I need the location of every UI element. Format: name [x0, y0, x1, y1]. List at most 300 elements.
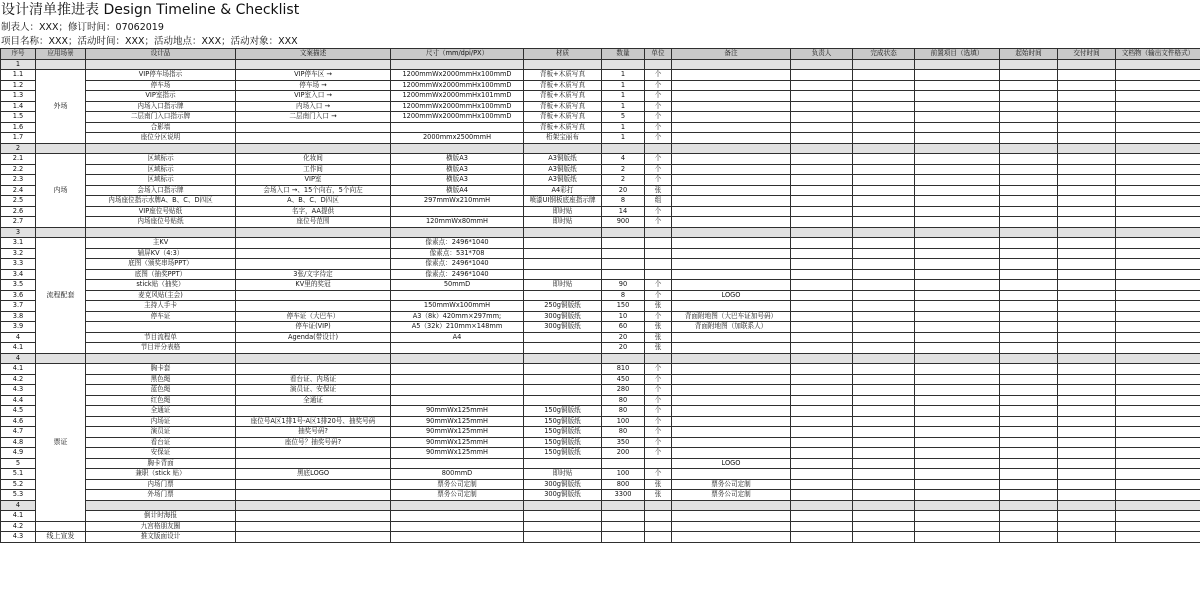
note-cell[interactable] [672, 301, 791, 312]
note-cell[interactable] [672, 70, 791, 81]
item-cell[interactable]: VIP座位号贴纸 [86, 206, 236, 217]
empty-cell[interactable] [1058, 479, 1116, 490]
scene-cell[interactable]: 票证 [36, 364, 86, 522]
note-cell[interactable] [672, 101, 791, 112]
empty-cell[interactable] [853, 59, 915, 70]
material-cell[interactable]: 150g铜版纸 [524, 416, 602, 427]
qty-cell[interactable]: 20 [602, 332, 645, 343]
empty-cell[interactable] [853, 185, 915, 196]
empty-cell[interactable] [1058, 133, 1116, 144]
empty-cell[interactable] [1116, 353, 1200, 364]
empty-cell[interactable] [1000, 448, 1058, 459]
qty-cell[interactable]: 1 [602, 70, 645, 81]
size-cell[interactable] [391, 395, 524, 406]
qty-cell[interactable] [602, 532, 645, 543]
empty-cell[interactable] [1000, 206, 1058, 217]
empty-cell[interactable] [1116, 122, 1200, 133]
qty-cell[interactable]: 4 [602, 154, 645, 165]
size-cell[interactable]: 1200mmWx2000mmHx100mmD [391, 70, 524, 81]
seq-cell[interactable]: 3.7 [1, 301, 36, 312]
qty-cell[interactable]: 350 [602, 437, 645, 448]
empty-cell[interactable] [915, 280, 1000, 291]
empty-cell[interactable] [791, 227, 853, 238]
empty-cell[interactable] [1116, 91, 1200, 102]
size-cell[interactable] [391, 532, 524, 543]
item-cell[interactable]: 内场门票 [86, 479, 236, 490]
copy-cell[interactable]: 停车场 → [236, 80, 391, 91]
empty-cell[interactable] [791, 427, 853, 438]
unit-cell[interactable]: 张 [645, 301, 672, 312]
scene-cell[interactable]: 内场 [36, 154, 86, 228]
item-cell[interactable]: 外场门票 [86, 490, 236, 501]
empty-cell[interactable] [791, 290, 853, 301]
qty-cell[interactable]: 2 [602, 175, 645, 186]
empty-cell[interactable] [853, 227, 915, 238]
material-cell[interactable]: 150g铜版纸 [524, 437, 602, 448]
empty-cell[interactable] [1058, 80, 1116, 91]
empty-cell[interactable] [1116, 458, 1200, 469]
empty-cell[interactable] [1058, 374, 1116, 385]
qty-cell[interactable]: 1 [602, 122, 645, 133]
size-cell[interactable] [391, 143, 524, 154]
empty-cell[interactable] [915, 143, 1000, 154]
size-cell[interactable]: 横版A3 [391, 175, 524, 186]
empty-cell[interactable] [791, 133, 853, 144]
item-cell[interactable]: 麦克风贴(主会) [86, 290, 236, 301]
seq-cell[interactable]: 1.7 [1, 133, 36, 144]
empty-cell[interactable] [791, 311, 853, 322]
empty-cell[interactable] [1116, 269, 1200, 280]
unit-cell[interactable]: 张 [645, 185, 672, 196]
qty-cell[interactable]: 450 [602, 374, 645, 385]
material-cell[interactable] [524, 521, 602, 532]
item-cell[interactable]: 内场座位指示水牌A、B、C、D四区 [86, 196, 236, 207]
empty-cell[interactable] [915, 112, 1000, 123]
empty-cell[interactable] [791, 469, 853, 480]
unit-cell[interactable]: 个 [645, 217, 672, 228]
material-cell[interactable] [524, 500, 602, 511]
empty-cell[interactable] [791, 70, 853, 81]
scene-cell[interactable] [36, 143, 86, 154]
copy-cell[interactable]: KV里的奖冠 [236, 280, 391, 291]
empty-cell[interactable] [1058, 217, 1116, 228]
seq-cell[interactable]: 4.2 [1, 374, 36, 385]
qty-cell[interactable] [602, 143, 645, 154]
item-cell[interactable]: 演员证 [86, 427, 236, 438]
note-cell[interactable] [672, 511, 791, 522]
empty-cell[interactable] [853, 122, 915, 133]
empty-cell[interactable] [1116, 416, 1200, 427]
empty-cell[interactable] [791, 385, 853, 396]
empty-cell[interactable] [1116, 332, 1200, 343]
size-cell[interactable]: 120mmWx80mmH [391, 217, 524, 228]
note-cell[interactable] [672, 227, 791, 238]
empty-cell[interactable] [791, 238, 853, 249]
empty-cell[interactable] [1116, 427, 1200, 438]
unit-cell[interactable] [645, 458, 672, 469]
empty-cell[interactable] [1000, 364, 1058, 375]
empty-cell[interactable] [915, 175, 1000, 186]
empty-cell[interactable] [853, 80, 915, 91]
empty-cell[interactable] [853, 521, 915, 532]
size-cell[interactable]: 横版A3 [391, 154, 524, 165]
empty-cell[interactable] [915, 70, 1000, 81]
item-cell[interactable]: 内场入口指示牌 [86, 101, 236, 112]
item-cell[interactable] [86, 322, 236, 333]
material-cell[interactable] [524, 227, 602, 238]
size-cell[interactable]: 像素点：2496*1040 [391, 269, 524, 280]
item-cell[interactable]: VIP停车场指示 [86, 70, 236, 81]
material-cell[interactable] [524, 290, 602, 301]
empty-cell[interactable] [1116, 448, 1200, 459]
seq-cell[interactable]: 5.2 [1, 479, 36, 490]
copy-cell[interactable]: 看台证、内场证 [236, 374, 391, 385]
unit-cell[interactable] [645, 500, 672, 511]
seq-cell[interactable]: 2.6 [1, 206, 36, 217]
empty-cell[interactable] [1116, 511, 1200, 522]
empty-cell[interactable] [1116, 301, 1200, 312]
empty-cell[interactable] [791, 448, 853, 459]
empty-cell[interactable] [1116, 196, 1200, 207]
copy-cell[interactable]: 停车证(VIP) [236, 322, 391, 333]
note-cell[interactable] [672, 448, 791, 459]
empty-cell[interactable] [1058, 437, 1116, 448]
item-cell[interactable]: 座位分区说明 [86, 133, 236, 144]
size-cell[interactable]: 像素点：2496*1040 [391, 238, 524, 249]
empty-cell[interactable] [915, 406, 1000, 417]
material-cell[interactable] [524, 248, 602, 259]
empty-cell[interactable] [853, 248, 915, 259]
qty-cell[interactable] [602, 248, 645, 259]
copy-cell[interactable] [236, 122, 391, 133]
item-cell[interactable]: 黑色绳 [86, 374, 236, 385]
empty-cell[interactable] [853, 70, 915, 81]
empty-cell[interactable] [1116, 343, 1200, 354]
note-cell[interactable] [672, 122, 791, 133]
qty-cell[interactable]: 810 [602, 364, 645, 375]
copy-cell[interactable]: 座位号范围 [236, 217, 391, 228]
size-cell[interactable]: 票务公司定制 [391, 479, 524, 490]
empty-cell[interactable] [1116, 322, 1200, 333]
empty-cell[interactable] [1116, 80, 1200, 91]
size-cell[interactable]: 90mmWx125mmH [391, 437, 524, 448]
copy-cell[interactable] [236, 353, 391, 364]
empty-cell[interactable] [1000, 269, 1058, 280]
material-cell[interactable] [524, 353, 602, 364]
seq-cell[interactable]: 4.1 [1, 364, 36, 375]
unit-cell[interactable]: 张 [645, 490, 672, 501]
empty-cell[interactable] [791, 458, 853, 469]
note-cell[interactable] [672, 59, 791, 70]
note-cell[interactable] [672, 175, 791, 186]
empty-cell[interactable] [1116, 59, 1200, 70]
copy-cell[interactable]: 化妆间 [236, 154, 391, 165]
empty-cell[interactable] [915, 133, 1000, 144]
empty-cell[interactable] [1058, 91, 1116, 102]
copy-cell[interactable] [236, 448, 391, 459]
seq-cell[interactable]: 4.9 [1, 448, 36, 459]
empty-cell[interactable] [853, 395, 915, 406]
empty-cell[interactable] [915, 332, 1000, 343]
size-cell[interactable]: 90mmWx125mmH [391, 427, 524, 438]
material-cell[interactable] [524, 343, 602, 354]
unit-cell[interactable]: 个 [645, 469, 672, 480]
unit-cell[interactable] [645, 353, 672, 364]
note-cell[interactable] [672, 521, 791, 532]
empty-cell[interactable] [1116, 185, 1200, 196]
note-cell[interactable]: LOGO [672, 458, 791, 469]
empty-cell[interactable] [1116, 259, 1200, 270]
size-cell[interactable] [391, 521, 524, 532]
empty-cell[interactable] [1058, 364, 1116, 375]
size-cell[interactable]: 150mmWx100mmH [391, 301, 524, 312]
empty-cell[interactable] [853, 374, 915, 385]
empty-cell[interactable] [791, 364, 853, 375]
size-cell[interactable]: 像素点：531*708 [391, 248, 524, 259]
material-cell[interactable] [524, 238, 602, 249]
qty-cell[interactable]: 1 [602, 133, 645, 144]
copy-cell[interactable] [236, 490, 391, 501]
scene-cell[interactable] [36, 353, 86, 364]
qty-cell[interactable]: 900 [602, 217, 645, 228]
size-cell[interactable]: 90mmWx125mmH [391, 406, 524, 417]
item-cell[interactable]: 底图（颁奖串场PPT） [86, 259, 236, 270]
size-cell[interactable]: 像素点：2496*1040 [391, 259, 524, 270]
empty-cell[interactable] [853, 143, 915, 154]
item-cell[interactable]: 区域标示 [86, 164, 236, 175]
copy-cell[interactable] [236, 521, 391, 532]
unit-cell[interactable]: 个 [645, 164, 672, 175]
copy-cell[interactable] [236, 532, 391, 543]
empty-cell[interactable] [853, 238, 915, 249]
empty-cell[interactable] [1000, 406, 1058, 417]
seq-cell[interactable]: 2.5 [1, 196, 36, 207]
material-cell[interactable]: 喷漆UI钢板底座指示牌 [524, 196, 602, 207]
empty-cell[interactable] [853, 280, 915, 291]
empty-cell[interactable] [791, 479, 853, 490]
empty-cell[interactable] [791, 206, 853, 217]
unit-cell[interactable]: 个 [645, 364, 672, 375]
empty-cell[interactable] [853, 416, 915, 427]
material-cell[interactable] [524, 364, 602, 375]
item-cell[interactable]: 胸卡套 [86, 364, 236, 375]
material-cell[interactable] [524, 269, 602, 280]
seq-cell[interactable]: 2.2 [1, 164, 36, 175]
empty-cell[interactable] [1116, 227, 1200, 238]
note-cell[interactable] [672, 133, 791, 144]
empty-cell[interactable] [1058, 406, 1116, 417]
note-cell[interactable] [672, 343, 791, 354]
unit-cell[interactable]: 个 [645, 311, 672, 322]
empty-cell[interactable] [853, 101, 915, 112]
empty-cell[interactable] [791, 490, 853, 501]
copy-cell[interactable]: 演员证、安保证 [236, 385, 391, 396]
seq-cell[interactable]: 1.3 [1, 91, 36, 102]
empty-cell[interactable] [1000, 112, 1058, 123]
empty-cell[interactable] [791, 416, 853, 427]
scene-cell[interactable]: 外场 [36, 70, 86, 144]
item-cell[interactable]: 区域标示 [86, 175, 236, 186]
seq-cell[interactable]: 4.8 [1, 437, 36, 448]
empty-cell[interactable] [791, 80, 853, 91]
empty-cell[interactable] [1000, 353, 1058, 364]
material-cell[interactable]: 150g铜版纸 [524, 427, 602, 438]
empty-cell[interactable] [853, 311, 915, 322]
qty-cell[interactable] [602, 59, 645, 70]
material-cell[interactable] [524, 458, 602, 469]
empty-cell[interactable] [1116, 164, 1200, 175]
empty-cell[interactable] [1116, 238, 1200, 249]
empty-cell[interactable] [1058, 259, 1116, 270]
scene-cell[interactable]: 线上宣发 [36, 532, 86, 543]
seq-cell[interactable]: 4.4 [1, 395, 36, 406]
unit-cell[interactable] [645, 259, 672, 270]
material-cell[interactable]: 背板+木质写真 [524, 80, 602, 91]
empty-cell[interactable] [853, 385, 915, 396]
empty-cell[interactable] [853, 343, 915, 354]
empty-cell[interactable] [853, 196, 915, 207]
empty-cell[interactable] [1000, 164, 1058, 175]
empty-cell[interactable] [1058, 154, 1116, 165]
note-cell[interactable]: 票务公司定制 [672, 479, 791, 490]
note-cell[interactable] [672, 154, 791, 165]
qty-cell[interactable]: 1 [602, 91, 645, 102]
item-cell[interactable]: 胸卡背面 [86, 458, 236, 469]
seq-cell[interactable]: 3.4 [1, 269, 36, 280]
empty-cell[interactable] [853, 500, 915, 511]
note-cell[interactable] [672, 185, 791, 196]
qty-cell[interactable] [602, 500, 645, 511]
copy-cell[interactable]: A、B、C、D四区 [236, 196, 391, 207]
unit-cell[interactable]: 个 [645, 290, 672, 301]
qty-cell[interactable]: 10 [602, 311, 645, 322]
seq-cell[interactable]: 4.3 [1, 385, 36, 396]
qty-cell[interactable]: 80 [602, 427, 645, 438]
qty-cell[interactable]: 20 [602, 185, 645, 196]
item-cell[interactable]: 倒计时海报 [86, 511, 236, 522]
empty-cell[interactable] [1116, 143, 1200, 154]
empty-cell[interactable] [1000, 217, 1058, 228]
qty-cell[interactable]: 280 [602, 385, 645, 396]
empty-cell[interactable] [1116, 175, 1200, 186]
size-cell[interactable] [391, 227, 524, 238]
empty-cell[interactable] [1116, 532, 1200, 543]
empty-cell[interactable] [1000, 322, 1058, 333]
qty-cell[interactable]: 200 [602, 448, 645, 459]
item-cell[interactable]: 红色绳 [86, 395, 236, 406]
unit-cell[interactable]: 个 [645, 80, 672, 91]
empty-cell[interactable] [915, 238, 1000, 249]
seq-cell[interactable]: 4 [1, 500, 36, 511]
unit-cell[interactable]: 张 [645, 332, 672, 343]
empty-cell[interactable] [1058, 164, 1116, 175]
note-cell[interactable] [672, 437, 791, 448]
qty-cell[interactable]: 80 [602, 395, 645, 406]
unit-cell[interactable] [645, 511, 672, 522]
empty-cell[interactable] [1000, 101, 1058, 112]
qty-cell[interactable]: 3300 [602, 490, 645, 501]
qty-cell[interactable]: 2 [602, 164, 645, 175]
copy-cell[interactable]: 全通证 [236, 395, 391, 406]
empty-cell[interactable] [791, 248, 853, 259]
empty-cell[interactable] [1000, 227, 1058, 238]
empty-cell[interactable] [853, 448, 915, 459]
copy-cell[interactable] [236, 343, 391, 354]
empty-cell[interactable] [1058, 301, 1116, 312]
copy-cell[interactable] [236, 259, 391, 270]
material-cell[interactable]: 背板+木质写真 [524, 91, 602, 102]
empty-cell[interactable] [915, 59, 1000, 70]
unit-cell[interactable]: 组 [645, 196, 672, 207]
material-cell[interactable] [524, 59, 602, 70]
empty-cell[interactable] [1000, 437, 1058, 448]
empty-cell[interactable] [853, 322, 915, 333]
material-cell[interactable] [524, 332, 602, 343]
empty-cell[interactable] [853, 301, 915, 312]
scene-cell[interactable] [36, 59, 86, 70]
empty-cell[interactable] [1116, 500, 1200, 511]
item-cell[interactable]: 底图（抽奖PPT） [86, 269, 236, 280]
material-cell[interactable] [524, 385, 602, 396]
empty-cell[interactable] [915, 500, 1000, 511]
empty-cell[interactable] [1000, 395, 1058, 406]
empty-cell[interactable] [1058, 206, 1116, 217]
material-cell[interactable]: 即时贴 [524, 280, 602, 291]
empty-cell[interactable] [853, 206, 915, 217]
scene-cell[interactable] [36, 521, 86, 532]
empty-cell[interactable] [1058, 59, 1116, 70]
empty-cell[interactable] [915, 206, 1000, 217]
copy-cell[interactable]: 二层南门入口 → [236, 112, 391, 123]
size-cell[interactable]: 1200mmWx2000mmHx100mmD [391, 80, 524, 91]
empty-cell[interactable] [1116, 395, 1200, 406]
unit-cell[interactable]: 个 [645, 154, 672, 165]
empty-cell[interactable] [915, 185, 1000, 196]
empty-cell[interactable] [853, 332, 915, 343]
empty-cell[interactable] [1116, 70, 1200, 81]
empty-cell[interactable] [1058, 196, 1116, 207]
unit-cell[interactable]: 个 [645, 101, 672, 112]
item-cell[interactable]: 九宫格朋友圈 [86, 521, 236, 532]
unit-cell[interactable]: 个 [645, 385, 672, 396]
empty-cell[interactable] [791, 101, 853, 112]
empty-cell[interactable] [1000, 70, 1058, 81]
seq-cell[interactable]: 4.1 [1, 343, 36, 354]
empty-cell[interactable] [915, 227, 1000, 238]
empty-cell[interactable] [915, 490, 1000, 501]
qty-cell[interactable]: 1 [602, 101, 645, 112]
note-cell[interactable] [672, 364, 791, 375]
copy-cell[interactable]: VIP停车区 → [236, 70, 391, 81]
unit-cell[interactable]: 个 [645, 206, 672, 217]
empty-cell[interactable] [1058, 70, 1116, 81]
empty-cell[interactable] [915, 416, 1000, 427]
copy-cell[interactable]: 抽奖号码? [236, 427, 391, 438]
material-cell[interactable]: 背板+木质写真 [524, 112, 602, 123]
copy-cell[interactable]: 黑底LOGO [236, 469, 391, 480]
empty-cell[interactable] [1116, 133, 1200, 144]
empty-cell[interactable] [791, 332, 853, 343]
empty-cell[interactable] [1000, 133, 1058, 144]
qty-cell[interactable]: 800 [602, 479, 645, 490]
material-cell[interactable]: A3铜版纸 [524, 154, 602, 165]
note-cell[interactable] [672, 238, 791, 249]
empty-cell[interactable] [1000, 80, 1058, 91]
item-cell[interactable]: 节目流程单 [86, 332, 236, 343]
empty-cell[interactable] [1000, 122, 1058, 133]
note-cell[interactable] [672, 143, 791, 154]
size-cell[interactable]: 横版A3 [391, 164, 524, 175]
